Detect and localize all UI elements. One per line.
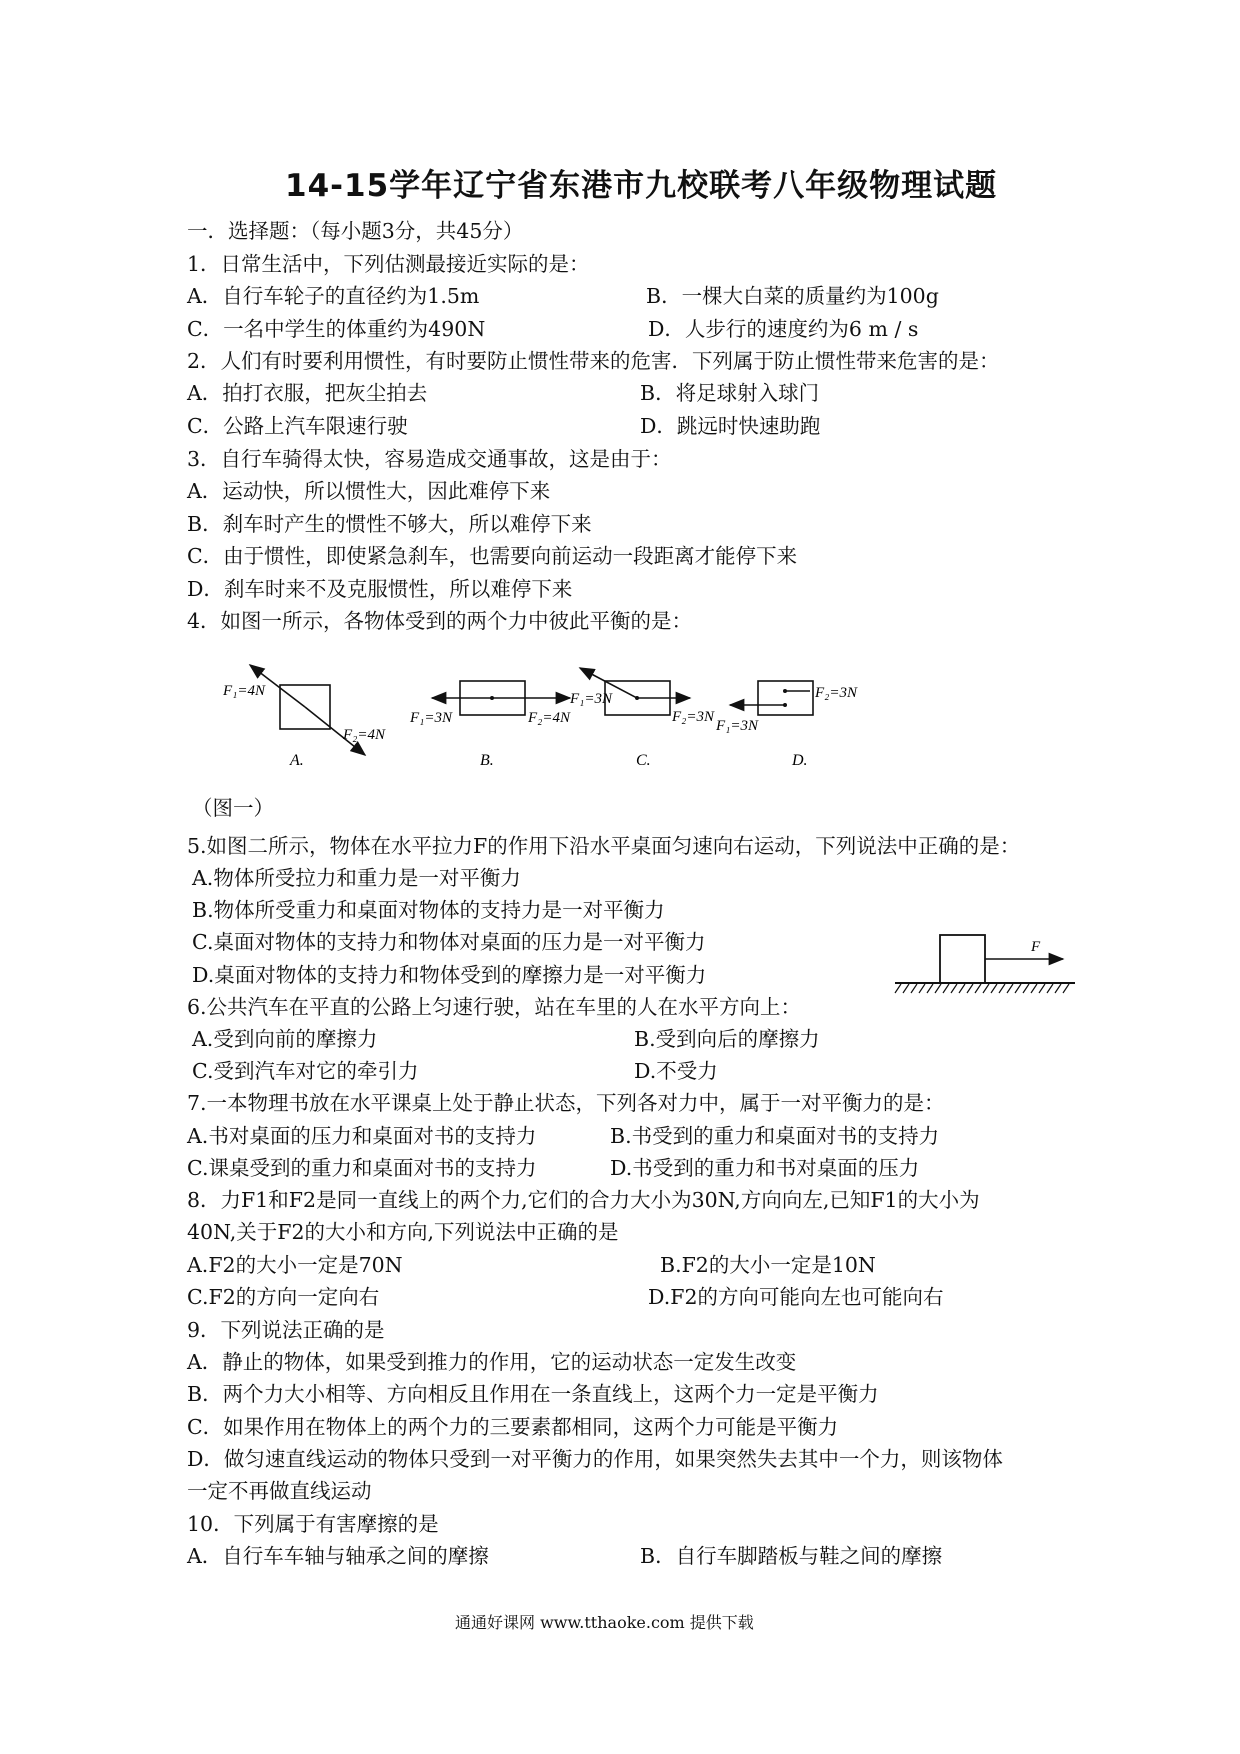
question-7-option-d: D.书受到的重力和书对桌面的压力 xyxy=(610,1156,920,1180)
question-2-stem: 2．人们有时要利用惯性，有时要防止惯性带来的危害．下列属于防止惯性带来危害的是： xyxy=(187,349,1000,373)
page-title: 14-15学年辽宁省东港市九校联考八年级物理试题 xyxy=(285,168,998,204)
question-5-option-d: D.桌面对物体的支持力和物体受到的摩擦力是一对平衡力 xyxy=(192,963,707,987)
figure-2-block-on-table xyxy=(893,925,1083,1005)
question-8-option-a: A.F2的大小一定是70N xyxy=(187,1253,403,1277)
question-1-option-d: D．人步行的速度约为6 m / s xyxy=(648,317,919,341)
figure-1d-label: D. xyxy=(792,752,808,769)
question-3-option-b: B．刹车时产生的惯性不够大，所以难停下来 xyxy=(187,512,592,536)
question-9-option-a: A．静止的物体，如果受到推力的作用，它的运动状态一定发生改变 xyxy=(187,1350,797,1374)
question-5-option-c: C.桌面对物体的支持力和物体对桌面的压力是一对平衡力 xyxy=(192,930,706,954)
figure-1b-f2-label: F₂=4N xyxy=(528,710,571,726)
question-1-option-a: A．自行车轮子的直径约为1.5m xyxy=(187,284,480,308)
question-7-stem: 7.一本物理书放在水平课桌上处于静止状态，下列各对力中，属于一对平衡力的是： xyxy=(187,1091,945,1115)
question-10-option-b: B．自行车脚踏板与鞋之间的摩擦 xyxy=(640,1544,943,1568)
question-9-option-d-line-2: 一定不再做直线运动 xyxy=(187,1479,372,1503)
question-7-option-a: A.书对桌面的压力和桌面对书的支持力 xyxy=(187,1124,537,1148)
figure-1c xyxy=(569,668,715,769)
question-5-stem: 5.如图二所示，物体在水平拉力F的作用下沿水平桌面匀速向右运动，下列说法中正确的是： xyxy=(187,834,1021,858)
question-1-stem: 1．日常生活中，下列估测最接近实际的是： xyxy=(187,252,590,276)
question-5-option-a: A.物体所受拉力和重力是一对平衡力 xyxy=(192,866,521,890)
question-3-option-a: A．运动快，所以惯性大，因此难停下来 xyxy=(187,479,551,503)
question-9-option-c: C．如果作用在物体上的两个力的三要素都相同，这两个力可能是平衡力 xyxy=(187,1415,839,1439)
figure-1c-f2-label: F₂=3N xyxy=(672,709,715,725)
figure-1-caption: （图一） xyxy=(192,796,274,820)
figure-1d-f1-label: F₁=3N xyxy=(716,718,759,734)
figure-1a-label: A. xyxy=(290,752,304,769)
question-2-option-c: C．公路上汽车限速行驶 xyxy=(187,414,408,438)
question-8-stem-line-2: 40N,关于F2的大小和方向,下列说法中正确的是 xyxy=(187,1220,619,1244)
question-9-option-d-line-1: D．做匀速直线运动的物体只受到一对平衡力的作用，如果突然失去其中一个力，则该物体 xyxy=(187,1447,1003,1471)
question-6-option-c: C.受到汽车对它的牵引力 xyxy=(192,1059,419,1083)
question-2-option-b: B．将足球射入球门 xyxy=(640,381,820,405)
figure-1a-f2-label: F₂=4N xyxy=(343,727,386,743)
figure-1-force-diagrams xyxy=(210,655,990,785)
figure-1b-f1-label: F₁=3N xyxy=(410,710,453,726)
question-6-option-b: B.受到向后的摩擦力 xyxy=(634,1027,820,1051)
question-5-option-b: B.物体所受重力和桌面对物体的支持力是一对平衡力 xyxy=(192,898,665,922)
figure-2-force-label: F xyxy=(1031,939,1041,955)
figure-1a xyxy=(222,665,386,769)
question-6-stem: 6.公共汽车在平直的公路上匀速行驶，站在车里的人在水平方向上： xyxy=(187,995,802,1019)
question-3-stem: 3．自行车骑得太快，容易造成交通事故，这是由于： xyxy=(187,447,672,471)
question-3-option-d: D．刹车时来不及克服惯性，所以难停下来 xyxy=(187,577,573,601)
figure-1a-f1-label: F₁=4N xyxy=(223,683,266,699)
question-8-option-d: D.F2的方向可能向左也可能向右 xyxy=(648,1285,944,1309)
figure-1b-label: B. xyxy=(480,752,494,769)
figure-1c-label: C. xyxy=(636,752,651,769)
question-10-option-a: A．自行车车轴与轴承之间的摩擦 xyxy=(187,1544,489,1568)
question-9-option-b: B．两个力大小相等、方向相反且作用在一条直线上，这两个力一定是平衡力 xyxy=(187,1382,879,1406)
question-8-stem-line-1: 8．力F1和F2是同一直线上的两个力,它们的合力大小为30N,方向向左,已知F1的大小为 xyxy=(187,1188,980,1212)
question-6-option-a: A.受到向前的摩擦力 xyxy=(192,1027,378,1051)
question-1-option-c: C．一名中学生的体重约为490N xyxy=(187,317,486,341)
question-9-stem: 9．下列说法正确的是 xyxy=(187,1318,385,1342)
figure-1d xyxy=(715,681,858,769)
question-4-stem: 4．如图一所示，各物体受到的两个力中彼此平衡的是： xyxy=(187,609,693,633)
section-heading: 一．选择题：（每小题3分，共45分） xyxy=(187,219,524,243)
question-7-option-b: B.书受到的重力和桌面对书的支持力 xyxy=(610,1124,940,1148)
question-1-option-b: B．一棵大白菜的质量约为100g xyxy=(646,284,939,308)
question-10-stem: 10．下列属于有害摩擦的是 xyxy=(187,1512,439,1536)
figure-1c-f1-label: F₁=3N xyxy=(569,691,612,707)
question-6-option-d: D.不受力 xyxy=(634,1059,718,1083)
question-2-option-d: D．跳远时快速助跑 xyxy=(640,414,821,438)
question-7-option-c: C.课桌受到的重力和桌面对书的支持力 xyxy=(187,1156,537,1180)
question-3-option-c: C．由于惯性，即使紧急刹车，也需要向前运动一段距离才能停下来 xyxy=(187,544,798,568)
question-8-option-b: B.F2的大小一定是10N xyxy=(660,1253,876,1277)
figure-1b xyxy=(409,681,571,769)
footer-source: 通通好课网 www.tthaoke.com 提供下载 xyxy=(455,1613,754,1632)
figure-1d-f2-label: F₂=3N xyxy=(815,685,858,701)
question-2-option-a: A．拍打衣服，把灰尘拍去 xyxy=(187,381,428,405)
question-8-option-c: C.F2的方向一定向右 xyxy=(187,1285,380,1309)
